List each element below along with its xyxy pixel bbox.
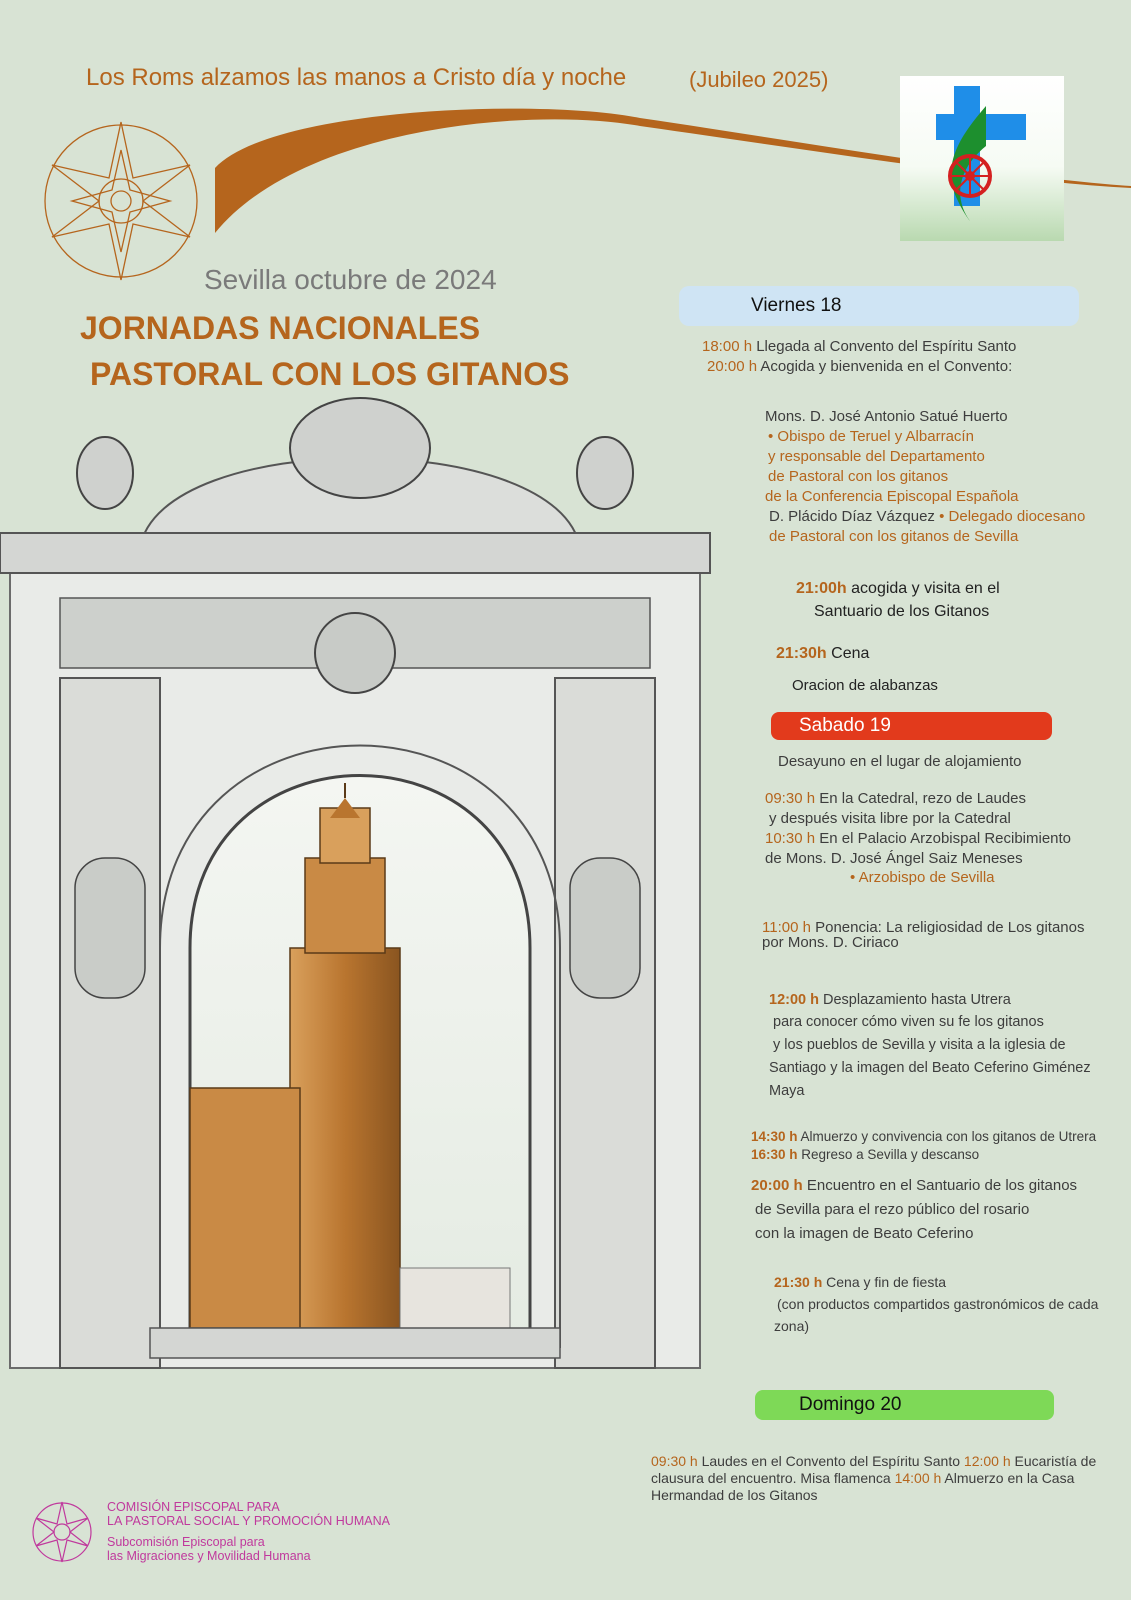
schedule-item-cont: con la imagen de Beato Ceferino xyxy=(755,1225,974,1242)
schedule-item: 14:30 h Almuerzo y convivencia con los gitanos de Utrera xyxy=(751,1129,1097,1144)
schedule-item: 09:30 h En la Catedral, rezo de Laudes xyxy=(765,790,1027,807)
speaker1-role: y responsable del Departamento xyxy=(768,448,985,465)
schedule-item: 18:00 h Llegada al Convento del Espíritu Santo xyxy=(702,338,1017,355)
schedule-item-cont: para conocer cómo viven su fe los gitanos xyxy=(773,1014,1044,1030)
star-compass-icon xyxy=(40,120,202,282)
footer-org-line1: COMISIÓN EPISCOPAL PARA xyxy=(107,1500,280,1514)
breakfast-item: Desayuno en el lugar de alojamiento xyxy=(778,753,1022,770)
schedule-item: 09:30 h Laudes en el Convento del Espíritu Santo 12:00 h Eucaristía de xyxy=(651,1453,1097,1469)
footer-org xyxy=(107,1500,390,1528)
schedule-item-cont: de Sevilla para el rezo público del rosario xyxy=(755,1201,1030,1218)
schedule-item-cont: Hermandad de los Gitanos xyxy=(651,1487,818,1503)
schedule-item-cont: clausura del encuentro. Misa flamenca 14:00 h Almuerzo en la Casa xyxy=(651,1470,1075,1486)
schedule-item-cont: de Mons. D. José Ángel Saiz Meneses xyxy=(765,850,1023,867)
schedule-item-cont: y los pueblos de Sevilla y visita a la iglesia de xyxy=(773,1037,1066,1053)
day-label-domingo: Domingo 20 xyxy=(799,1394,902,1415)
schedule-item: 11:00 h Ponencia: La religiosidad de Los gitanos xyxy=(762,919,1085,936)
tagline: Los Roms alzamos las manos a Cristo día y noche xyxy=(86,64,627,91)
schedule-item: 10:30 h En el Palacio Arzobispal Recibimiento xyxy=(765,830,1072,847)
event-title xyxy=(80,305,569,397)
day-label-viernes: Viernes 18 xyxy=(751,295,842,316)
schedule-item: 20:00 h Encuentro en el Santuario de los gitanos xyxy=(751,1177,1078,1194)
footer-sub-line2: las Migraciones y Movilidad Humana xyxy=(107,1549,311,1563)
jubileo-label: (Jubileo 2025) xyxy=(689,67,829,92)
schedule-item: 12:00 h Desplazamiento hasta Utrera xyxy=(769,992,1011,1008)
day-pill-sabado xyxy=(771,712,1052,740)
speaker2-role: de Pastoral con los gitanos de Sevilla xyxy=(769,528,1019,545)
visit-item-line2: Santuario de los Gitanos xyxy=(814,603,990,620)
commission-emblem-icon xyxy=(30,1500,94,1564)
event-title-line2: PASTORAL CON LOS GITANOS xyxy=(90,356,570,392)
schedule-item-cont: Santiago y la imagen del Beato Ceferino Giménez xyxy=(769,1060,1091,1076)
schedule-item: 16:30 h Regreso a Sevilla y descanso xyxy=(751,1147,980,1162)
schedule-item-cont: Maya xyxy=(769,1083,805,1099)
day-pill-domingo xyxy=(755,1390,1054,1420)
footer-org-line2: LA PASTORAL SOCIAL Y PROMOCIÓN HUMANA xyxy=(107,1514,390,1528)
footer-sub xyxy=(107,1535,311,1563)
cross-wheel-icon xyxy=(900,76,1064,241)
pastoral-gitana-logo xyxy=(900,76,1064,241)
day-pill-viernes xyxy=(679,286,1079,326)
arch-illustration xyxy=(0,388,720,1398)
prayer-item: Oracion de alabanzas xyxy=(792,677,938,694)
schedule-item-cont: por Mons. D. Ciriaco xyxy=(762,934,899,951)
schedule-item-cont: y después visita libre por la Catedral xyxy=(769,810,1011,827)
speaker1-role: • Obispo de Teruel y Albarracín xyxy=(768,428,974,445)
speaker1-role: de la Conferencia Episcopal Española xyxy=(765,488,1019,505)
schedule-item-cont: (con productos compartidos gastronómicos de cada xyxy=(777,1296,1099,1312)
schedule-item: 21:30 h Cena y fin de fiesta xyxy=(774,1274,946,1290)
speaker1-role: de Pastoral con los gitanos xyxy=(768,468,949,485)
giralda-arch-image xyxy=(0,388,720,1398)
visit-item: 21:00h acogida y visita en el xyxy=(796,580,1000,597)
dinner-item: 21:30h Cena xyxy=(776,645,870,662)
day-label-sabado: Sabado 19 xyxy=(799,715,891,736)
city-date: Sevilla octubre de 2024 xyxy=(204,264,497,295)
footer-sub-line1: Subcomisión Episcopal para xyxy=(107,1535,265,1549)
schedule-item-cont: zona) xyxy=(774,1318,810,1334)
speaker1-name: Mons. D. José Antonio Satué Huerto xyxy=(765,408,1008,425)
schedule-item: 20:00 h Acogida y bienvenida en el Convento: xyxy=(707,358,1013,375)
schedule-item-role: • Arzobispo de Sevilla xyxy=(850,869,995,886)
speaker2: D. Plácido Díaz Vázquez • Delegado diocesano xyxy=(769,508,1086,525)
event-title-line1: JORNADAS NACIONALES xyxy=(80,310,481,346)
